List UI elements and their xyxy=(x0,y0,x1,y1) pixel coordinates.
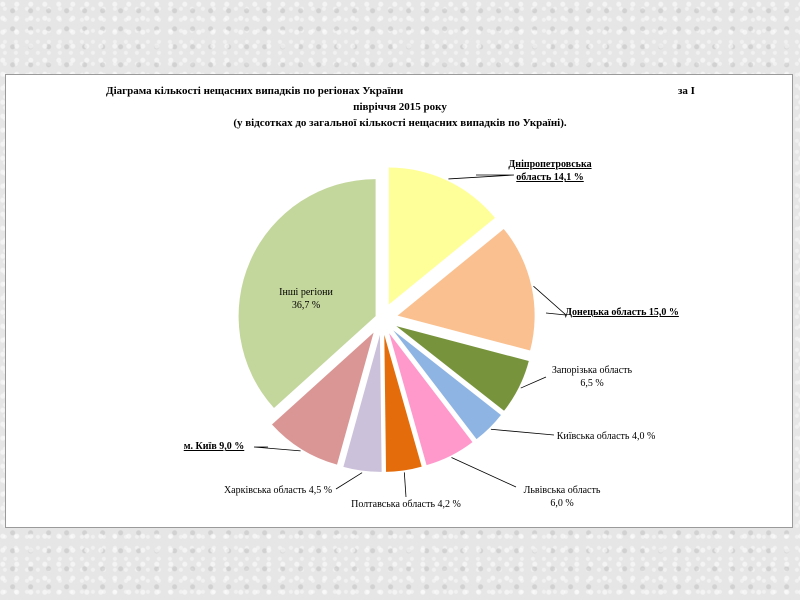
slice-label-1-line-1: Дніпропетровська xyxy=(508,159,592,170)
leader-line-4 xyxy=(491,429,554,435)
leader-line-8 xyxy=(254,447,301,451)
slice-label-9-line-1: Інші регіони xyxy=(279,287,333,298)
leader-line-6 xyxy=(404,472,406,497)
chart-frame xyxy=(5,74,793,528)
slice-label-5-line-1: Львівська область xyxy=(523,485,601,496)
chart-title-line-1: Діаграма кількості нещасних випадків по регіонах України xyxy=(106,85,404,97)
chart-title-line-3: (у відсотках до загальної кількості нещасних випадків по Україні). xyxy=(233,117,567,129)
leader-line-5 xyxy=(451,458,516,487)
leader-line-7 xyxy=(336,473,362,489)
slice-label-9-line-2: 36,7 % xyxy=(291,300,321,311)
slice-label-3-line-2: 6,5 % xyxy=(580,378,604,389)
slice-label-3-line-1: Запорізька область xyxy=(551,365,633,376)
slice-label-8-line-1: м. Київ 9,0 % xyxy=(183,441,245,452)
slice-label-7-line-1: Харківська область 4,5 % xyxy=(223,485,333,496)
chart-title-period: за І xyxy=(678,85,695,97)
pie-chart xyxy=(6,75,792,527)
slice-label-5-line-2: 6,0 % xyxy=(550,498,574,509)
slice-label-6-line-1: Полтавська область 4,2 % xyxy=(351,499,461,510)
slice-label-1-line-2: область 14,1 % xyxy=(516,172,584,183)
slice-label-4-line-1: Київська область 4,0 % xyxy=(556,431,656,442)
chart-title-line-2: півріччя 2015 року xyxy=(353,101,447,113)
leader-line-1 xyxy=(448,175,514,179)
leader-line-3 xyxy=(521,377,546,388)
slice-label-2-line-1: Донецька область 15,0 % xyxy=(565,307,679,318)
leader-line-2 xyxy=(533,286,566,315)
